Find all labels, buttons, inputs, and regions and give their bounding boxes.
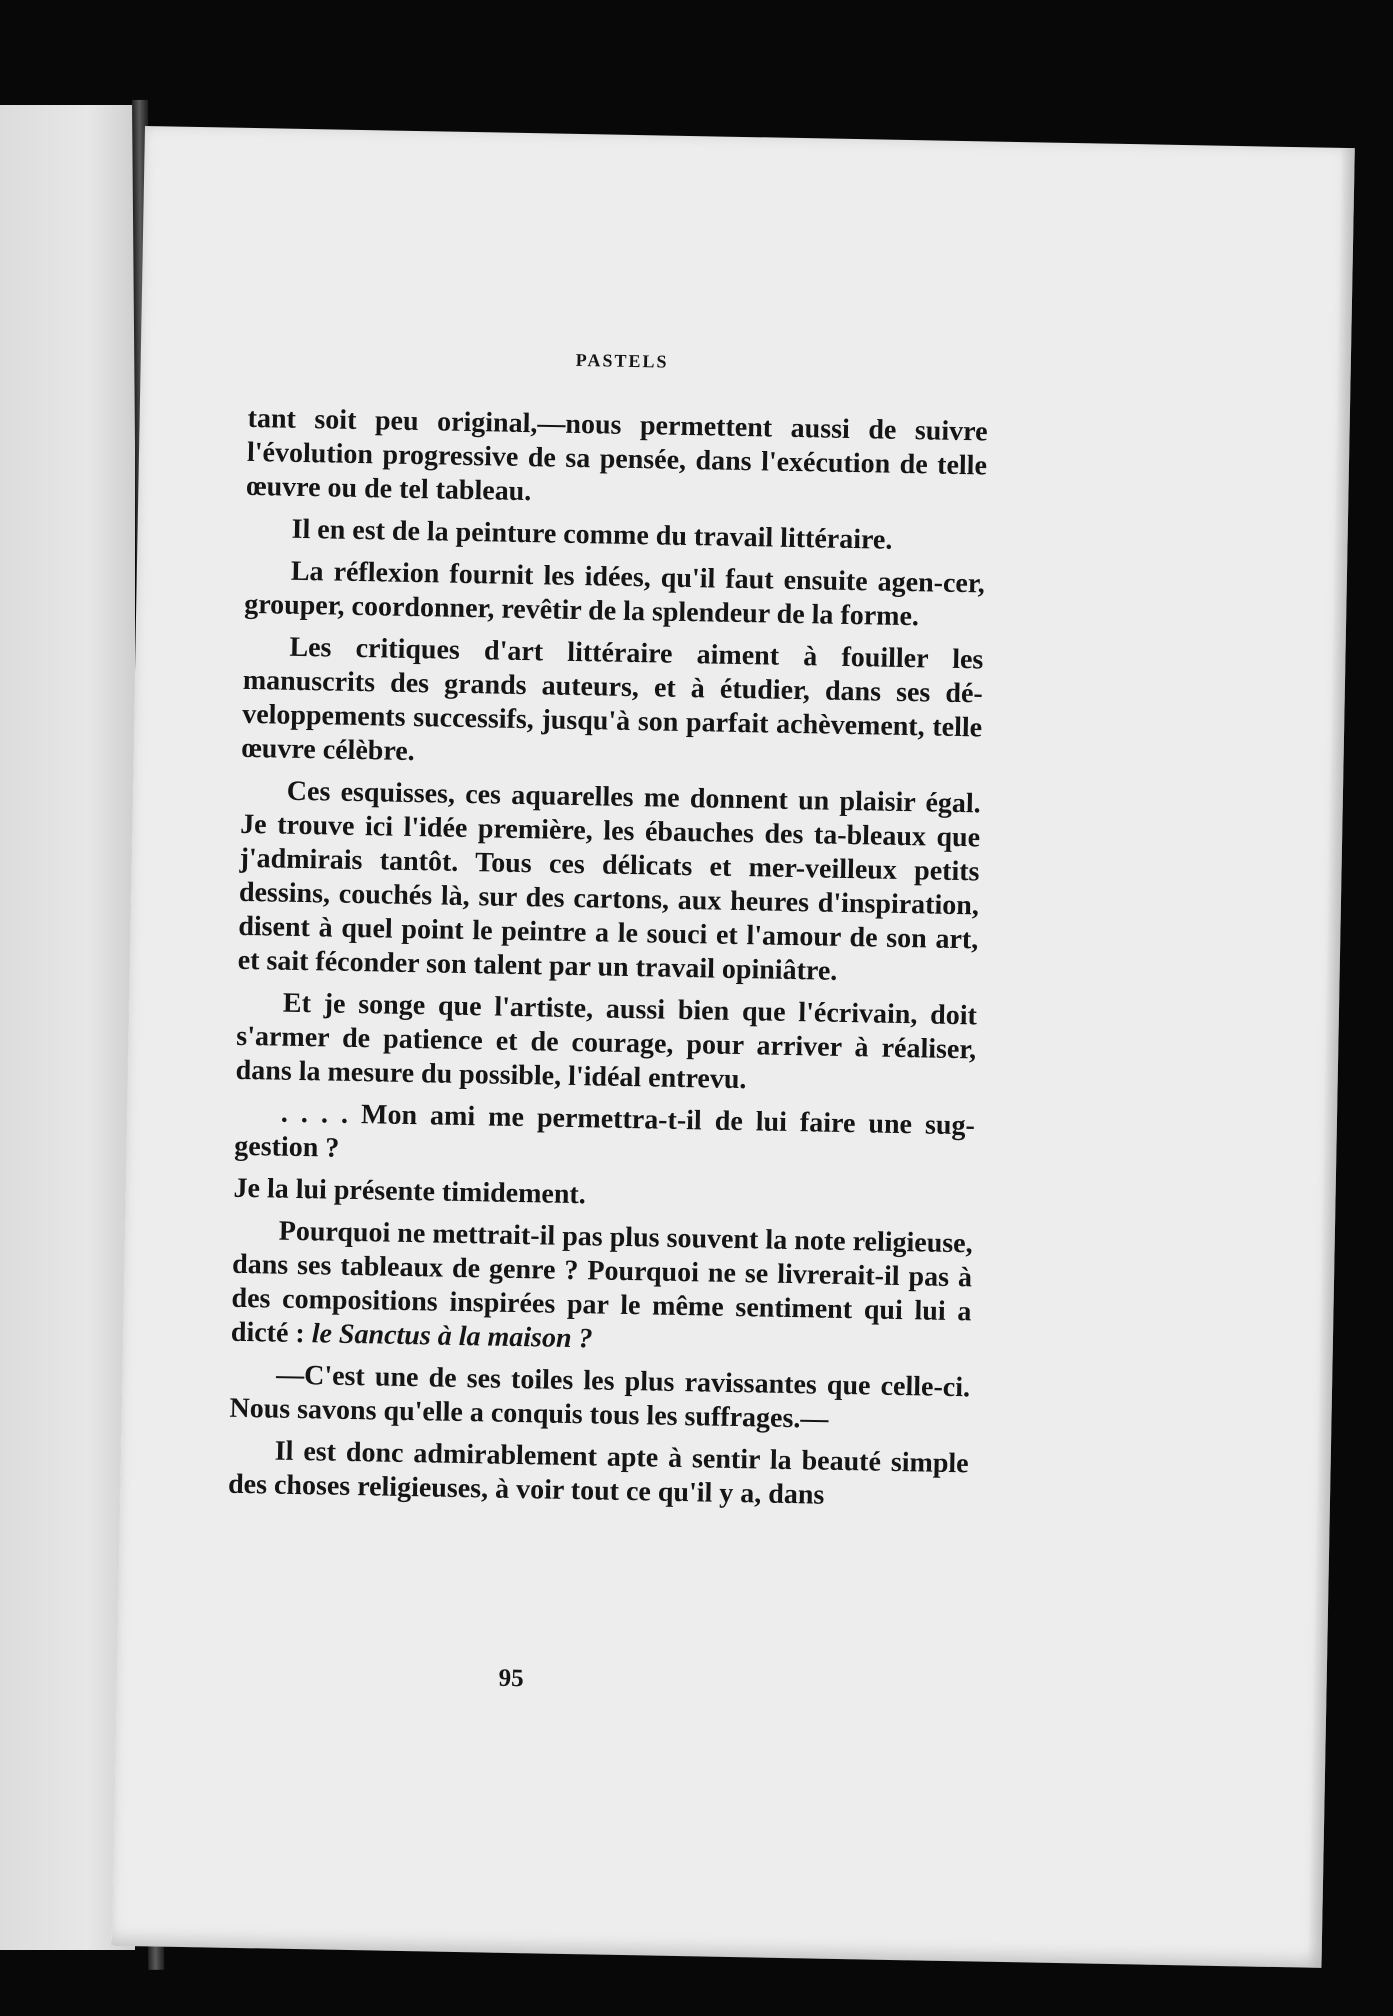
paragraph-2: Il en est de la peinture comme du travail littéraire. xyxy=(291,513,893,556)
paragraph-7: . . . . Mon ami me permettra-t-il de lui faire une sug-gestion ? xyxy=(234,1097,976,1164)
paragraph-11: Il est donc admirablement apte à sentir la beauté simple des choses religieuses, à voir tout ce qu'il y a, dans xyxy=(227,1435,969,1511)
paragraph-10: —C'est une de ses toiles les plus ravissantes que celle-ci. Nous savons qu'elle a conquis tous les suffrages.— xyxy=(229,1359,971,1435)
italic-title: le Sanctus à la maison ? xyxy=(311,1318,593,1355)
paragraph-9-text: Pourquoi ne mettrait-il pas plus souvent la note religieuse, dans ses tableaux de genre ? Pourquoi ne se livrerait-il pas à des compositions inspirées par le même sentiment qui lui a dicté : xyxy=(230,1215,973,1350)
page-edge-shadow xyxy=(1307,148,1354,1968)
left-page-edge xyxy=(0,105,135,1950)
paragraph-4: Les critiques d'art littéraire aiment à fouiller les manuscrits des grands auteurs, et à étudier, dans ses dé-veloppements successifs, jusqu'à son parfait achèvement, telle œuvre célèbre. xyxy=(241,631,984,768)
scan-border xyxy=(1363,1946,1393,2016)
paragraph-6: Et je songe que l'artiste, aussi bien que l'écrivain, doit s'armer de patience et de courage, pour arriver à réaliser, dans la mesure du possible, l'idéal entrevu. xyxy=(235,987,978,1096)
paragraph-9 xyxy=(231,1214,973,1364)
page-body xyxy=(228,402,988,1523)
page-number: 95 xyxy=(498,1664,524,1693)
book-page xyxy=(112,126,1355,1968)
paragraph-1: tant soit peu original,—nous permettent aussi de suivre l'évolution progressive de sa pensée, dans l'exécution de telle œuvre ou de tel tableau. xyxy=(246,402,988,508)
paragraph-5: Ces esquisses, ces aquarelles me donnent un plaisir égal. Je trouve ici l'idée première, les ébauches des ta-bleaux que j'admirais tantôt. Tous ces délicats et mer-veilleux petits dessins, couchés là, sur des cartons, aux heures d'inspiration, disent à quel point le peintre a le souci et l'amour de son art, et sait féconder son talent par un travail opiniâtre. xyxy=(237,775,982,987)
paragraph-3: La réflexion fournit les idées, qu'il faut ensuite agen-cer, grouper, coordonner, revêtir de la splendeur de la forme. xyxy=(243,555,986,633)
paragraph-8: Je la lui présente timidement. xyxy=(233,1172,587,1211)
running-header: PASTELS xyxy=(575,349,669,372)
